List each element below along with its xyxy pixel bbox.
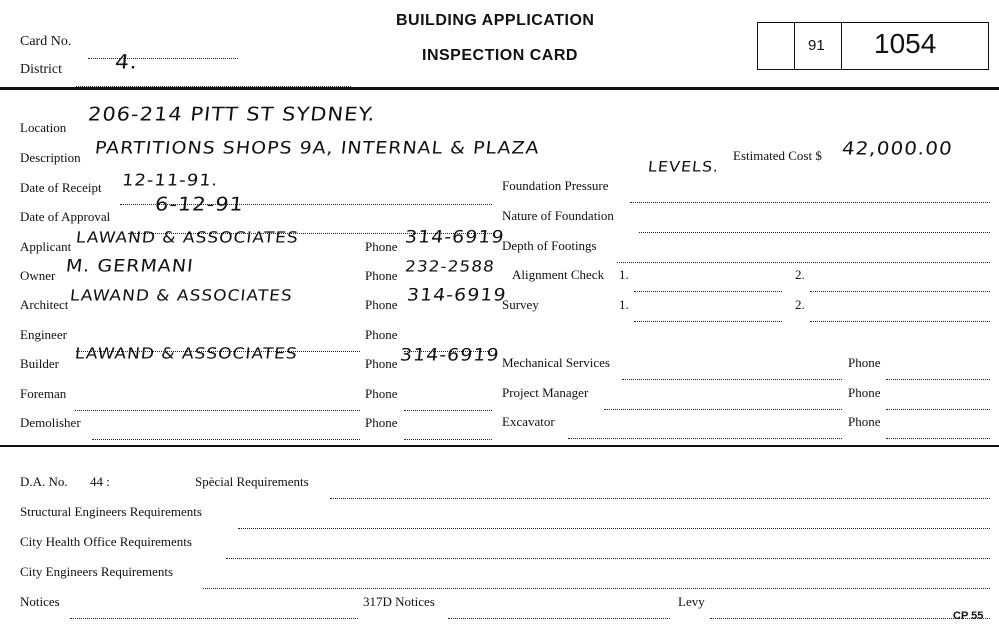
mechanical-phone-dots bbox=[886, 367, 990, 385]
applicant-phone-label: Phone bbox=[365, 239, 398, 254]
architect-phone-label: Phone bbox=[365, 297, 398, 312]
nature-foundation-label: Nature of Foundation bbox=[502, 208, 614, 223]
special-requirements-label: Spècial Requirements bbox=[195, 474, 309, 489]
alignment-dots-1 bbox=[634, 279, 782, 297]
district-label: District bbox=[20, 62, 62, 77]
section-divider bbox=[0, 445, 999, 447]
project-manager-dots bbox=[604, 397, 842, 415]
owner-value: M. GERMANI bbox=[64, 256, 195, 276]
architect-label: Architect bbox=[20, 297, 69, 312]
da-no-label: D.A. No. bbox=[20, 474, 68, 489]
depth-footings-dots bbox=[617, 250, 990, 268]
alignment-num2: 2. bbox=[795, 267, 805, 282]
foundation-pressure-label: Foundation Pressure bbox=[502, 178, 609, 193]
card-number-box bbox=[757, 22, 989, 70]
date-receipt-value: 12-11-91. bbox=[121, 171, 220, 190]
owner-label: Owner bbox=[20, 268, 56, 283]
card-no-field[interactable] bbox=[88, 46, 238, 64]
form-code: CP 55 bbox=[953, 610, 984, 622]
survey-label: Survey bbox=[502, 297, 539, 312]
applicant-phone: 314-6919 bbox=[403, 227, 506, 247]
foreman-phone-label: Phone bbox=[365, 386, 398, 401]
excavator-phone-dots bbox=[886, 426, 990, 444]
architect-phone: 314-6919 bbox=[405, 285, 508, 305]
location-label: Location bbox=[20, 120, 67, 135]
date-receipt-label: Date of Receipt bbox=[20, 180, 102, 195]
notices-317d-label: 317D Notices bbox=[363, 594, 435, 609]
excavator-label: Excavator bbox=[502, 414, 555, 429]
levy-dots bbox=[710, 606, 990, 624]
health-requirements-dots bbox=[226, 546, 990, 564]
card-no-label: Card No. bbox=[20, 34, 72, 49]
box-number: 1054 bbox=[874, 28, 937, 59]
estimated-cost-label: Estimated Cost $ bbox=[733, 148, 822, 163]
city-engineers-dots bbox=[203, 576, 990, 594]
special-requirements-dots bbox=[330, 486, 990, 504]
demolisher-label: Demolisher bbox=[20, 415, 81, 430]
foreman-dots bbox=[75, 398, 360, 416]
project-manager-phone-dots bbox=[886, 397, 990, 415]
builder-label: Builder bbox=[20, 356, 59, 371]
levy-label: Levy bbox=[678, 594, 705, 609]
builder-value: LAWAND & ASSOCIATES bbox=[74, 345, 299, 363]
alignment-check-label: Alignment Check bbox=[512, 267, 605, 282]
box-code: 91 bbox=[808, 37, 825, 54]
notices-317d-dots bbox=[448, 606, 670, 624]
excavator-phone-label: Phone bbox=[848, 414, 881, 429]
builder-phone-label: Phone bbox=[365, 356, 398, 371]
mechanical-phone-label: Phone bbox=[848, 355, 881, 370]
project-manager-phone-label: Phone bbox=[848, 385, 881, 400]
header-divider bbox=[0, 87, 999, 90]
applicant-label: Applicant bbox=[20, 239, 72, 254]
notices-dots bbox=[70, 606, 358, 624]
city-engineers-label: City Engineers Requirements bbox=[20, 564, 174, 579]
description-label: Description bbox=[20, 150, 81, 165]
location-value: 206-214 PITT ST SYDNEY. bbox=[86, 103, 377, 125]
survey-dots-1 bbox=[634, 309, 782, 327]
owner-phone-label: Phone bbox=[365, 268, 398, 283]
mechanical-dots bbox=[622, 367, 842, 385]
health-requirements-label: City Health Office Requirements bbox=[20, 534, 192, 549]
mechanical-label: Mechanical Services bbox=[502, 355, 610, 370]
project-manager-label: Project Manager bbox=[502, 385, 589, 400]
title-line2: INSPECTION CARD bbox=[422, 47, 578, 64]
demolisher-phone-dots bbox=[404, 427, 492, 445]
description-value: PARTITIONS SHOPS 9A, INTERNAL & PLAZA bbox=[93, 138, 541, 158]
title-line1: BUILDING APPLICATION bbox=[396, 12, 595, 29]
applicant-value: LAWAND & ASSOCIATES bbox=[75, 229, 300, 247]
alignment-num1: 1. bbox=[619, 267, 629, 282]
foundation-pressure-dots bbox=[630, 190, 990, 208]
foreman-phone-dots bbox=[404, 398, 492, 416]
owner-phone: 232-2588 bbox=[404, 258, 496, 276]
depth-footings-label: Depth of Footings bbox=[502, 238, 597, 253]
survey-num1: 1. bbox=[619, 297, 629, 312]
survey-num2: 2. bbox=[795, 297, 805, 312]
da-no-value: 44 : bbox=[90, 474, 110, 489]
builder-phone: 314-6919 bbox=[398, 345, 501, 365]
engineer-phone-label: Phone bbox=[365, 327, 398, 342]
nature-foundation-dots bbox=[639, 220, 990, 238]
demolisher-dots bbox=[92, 427, 360, 445]
architect-value: LAWAND & ASSOCIATES bbox=[69, 287, 294, 305]
survey-dots-2 bbox=[810, 309, 990, 327]
foreman-label: Foreman bbox=[20, 386, 67, 401]
demolisher-phone-label: Phone bbox=[365, 415, 398, 430]
structural-requirements-dots bbox=[238, 516, 990, 534]
structural-requirements-label: Structural Engineers Requirements bbox=[20, 504, 202, 519]
description-value-2: LEVELS. bbox=[647, 157, 721, 176]
date-approval-label: Date of Approval bbox=[20, 209, 111, 224]
estimated-cost-value: 42,000.00 bbox=[840, 137, 954, 159]
alignment-dots-2 bbox=[810, 279, 990, 297]
excavator-dots bbox=[568, 426, 842, 444]
date-approval-value: 6-12-91 bbox=[153, 193, 246, 215]
notices-label: Notices bbox=[20, 594, 60, 609]
engineer-label: Engineer bbox=[20, 327, 67, 342]
district-value: 4. bbox=[113, 51, 140, 74]
